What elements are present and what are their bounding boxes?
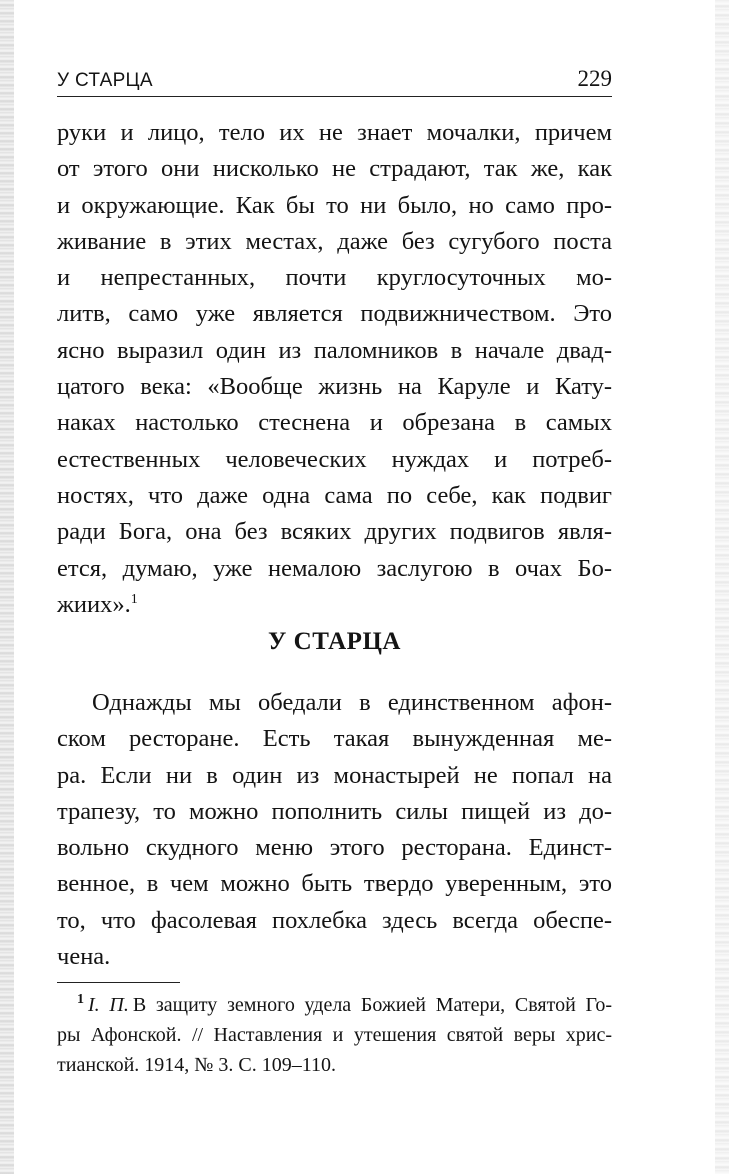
page-edge-left bbox=[0, 0, 14, 1174]
text-line: живание в этих местах, даже без сугубого поста bbox=[57, 227, 612, 255]
footnote-line: тианской. 1914, № 3. С. 109–110. bbox=[57, 1054, 336, 1076]
footnote-separator bbox=[57, 982, 180, 983]
text-line: литв, само уже является подвижничеством. Это bbox=[57, 300, 612, 328]
footnote-author: І. П. bbox=[88, 994, 129, 1016]
paragraph-1 bbox=[57, 115, 612, 623]
text-line: ностях, что даже одна сама по себе, как подвиг bbox=[57, 481, 612, 509]
text-line: естественных человеческих нуждах и потреб- bbox=[57, 445, 612, 473]
paragraph-2 bbox=[57, 685, 612, 975]
text-line: и окружающие. Как бы то ни было, но само про- bbox=[57, 191, 612, 219]
section-heading: У СТАРЦА bbox=[268, 628, 401, 655]
footnote-reference[interactable]: 1 bbox=[130, 591, 138, 607]
text-line: жиих». bbox=[57, 590, 131, 618]
text-line: ра. Если ни в один из монастырей не попал на bbox=[57, 761, 612, 789]
text-line-last bbox=[57, 587, 612, 623]
text-line: ется, думаю, уже немалою заслугою в очах Бо- bbox=[57, 554, 612, 582]
running-title: У СТАРЦА bbox=[57, 70, 153, 91]
page-header bbox=[57, 66, 612, 97]
footnote-text: В защиту земного удела Божией Матери, Святой Го- bbox=[132, 994, 612, 1016]
text-line: от этого они нисколько не страдают, так же, как bbox=[57, 155, 612, 183]
text-line: Однажды мы обедали в единственном афон- bbox=[92, 689, 612, 716]
text-line: наках настолько стеснена и обрезана в самых bbox=[57, 409, 612, 437]
text-line: цатого века: «Вообще жизнь на Каруле и Кату- bbox=[57, 373, 612, 401]
text-line: то, что фасолевая похлебка здесь всегда обеспе- bbox=[57, 906, 612, 934]
footnote-line: ры Афонской. // Наставления и утешения святой веры хрис- bbox=[57, 1024, 612, 1046]
text-line: руки и лицо, тело их не знает мочалки, причем bbox=[57, 119, 612, 146]
text-line: и непрестанных, почти круглосуточных мо- bbox=[57, 264, 612, 292]
text-line: венное, в чем можно быть твердо уверенным, это bbox=[57, 870, 612, 898]
text-line: чена. bbox=[57, 943, 111, 971]
text-line: ради Бога, она без всяких других подвигов явля- bbox=[57, 518, 612, 546]
footnote-line bbox=[57, 990, 612, 1020]
text-line: вольно скудного меню этого ресторана. Единст- bbox=[57, 834, 612, 862]
page-number: 229 bbox=[577, 66, 612, 91]
text-line: трапезу, то можно пополнить силы пищей из до- bbox=[57, 797, 612, 825]
footnote bbox=[57, 990, 612, 1080]
text-line: ском ресторане. Есть такая вынужденная ме- bbox=[57, 725, 612, 753]
page-edge-right bbox=[715, 0, 729, 1174]
footnote-marker: 1 bbox=[77, 992, 84, 1008]
text-line: ясно выразил один из паломников в начале двад- bbox=[57, 336, 612, 364]
